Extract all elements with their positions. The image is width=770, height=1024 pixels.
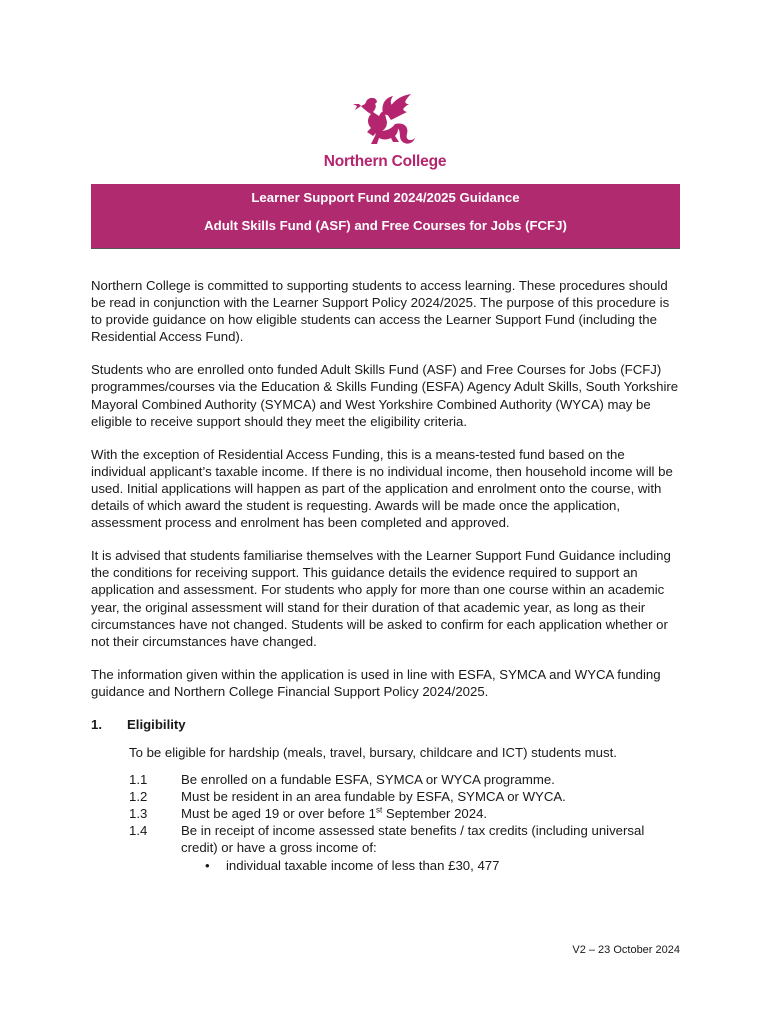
paragraph: With the exception of Residential Access Funding, this is a means-tested fund based on the individual applicant’s taxable income. If there is no individual income, then household income will be used. Initial applications will happen as part of the application and enrolment onto the course, with details of which award the student is requesting. Awards will be made once the application, assessment process and enrolment has been completed and approved. (91, 446, 673, 531)
version-footer: V2 – 23 October 2024 (572, 944, 680, 956)
title-banner (91, 184, 680, 249)
section-title: Eligibility (127, 716, 186, 732)
list-item (91, 771, 683, 788)
section-number: 1. (91, 716, 102, 732)
item-number: 1.1 (129, 772, 148, 788)
list-item (91, 788, 683, 805)
item-number: 1.3 (129, 806, 148, 822)
item-text: Be enrolled on a fundable ESFA, SYMCA or WYCA programme. (181, 772, 555, 788)
banner-subtitle: Adult Skills Fund (ASF) and Free Courses for Jobs (FCFJ) (204, 218, 567, 233)
item-number: 1.4 (129, 823, 148, 839)
bullet-text: individual taxable income of less than £30, 477 (226, 857, 500, 873)
welsh-dragon-icon (353, 92, 417, 150)
college-name: Northern College (323, 153, 447, 170)
bullet-icon: • (205, 857, 210, 873)
item-text: Must be resident in an area fundable by ESFA, SYMCA or WYCA. (181, 789, 566, 805)
item-text: Be in receipt of income assessed state benefits / tax credits (including universal credit) or have a gross income of: (181, 823, 645, 856)
section-intro: To be eligible for hardship (meals, travel, bursary, childcare and ICT) students must. (129, 744, 617, 760)
paragraph: Students who are enrolled onto funded Adult Skills Fund (ASF) and Free Courses for Jobs (FCFJ) programmes/courses via the Education & Skills Funding (ESFA) Agency Adult Skills, South Yorkshire Mayoral Combined Authority (SYMCA) and West Yorkshire Combined Authority (WYCA) may be eligible to receive support should they meet the eligibility criteria. (91, 362, 679, 429)
bullet-item (91, 857, 683, 874)
banner-title: Learner Support Fund 2024/2025 Guidance (251, 190, 520, 205)
paragraph: The information given within the application is used in line with ESFA, SYMCA and WYCA funding guidance and Northern College Financial Support Policy 2024/2025. (91, 666, 661, 699)
college-logo (300, 92, 470, 171)
list-item (91, 805, 683, 822)
section-heading (91, 716, 683, 734)
paragraph: It is advised that students familiarise themselves with the Learner Support Fund Guidance including the conditions for receiving support. This guidance details the evidence required to support an application and assessment. For students who apply for more than one course within an academic year, the original assessment will stand for their duration of that academic year, as long as their circumstances have not changed. Students will be asked to confirm for each application whether or not their circumstances have changed. (91, 548, 671, 649)
item-text: Must be aged 19 or over before 1st September 2024. (181, 805, 488, 822)
item-number: 1.2 (129, 789, 148, 805)
list-item (91, 822, 683, 856)
document-body (91, 277, 683, 874)
paragraph: Northern College is committed to supporting students to access learning. These procedures should be read in conjunction with the Learner Support Policy 2024/2025. The purpose of this procedure is to provide guidance on how eligible students can access the Learner Support Fund (including the Residential Access Fund). (91, 278, 670, 345)
